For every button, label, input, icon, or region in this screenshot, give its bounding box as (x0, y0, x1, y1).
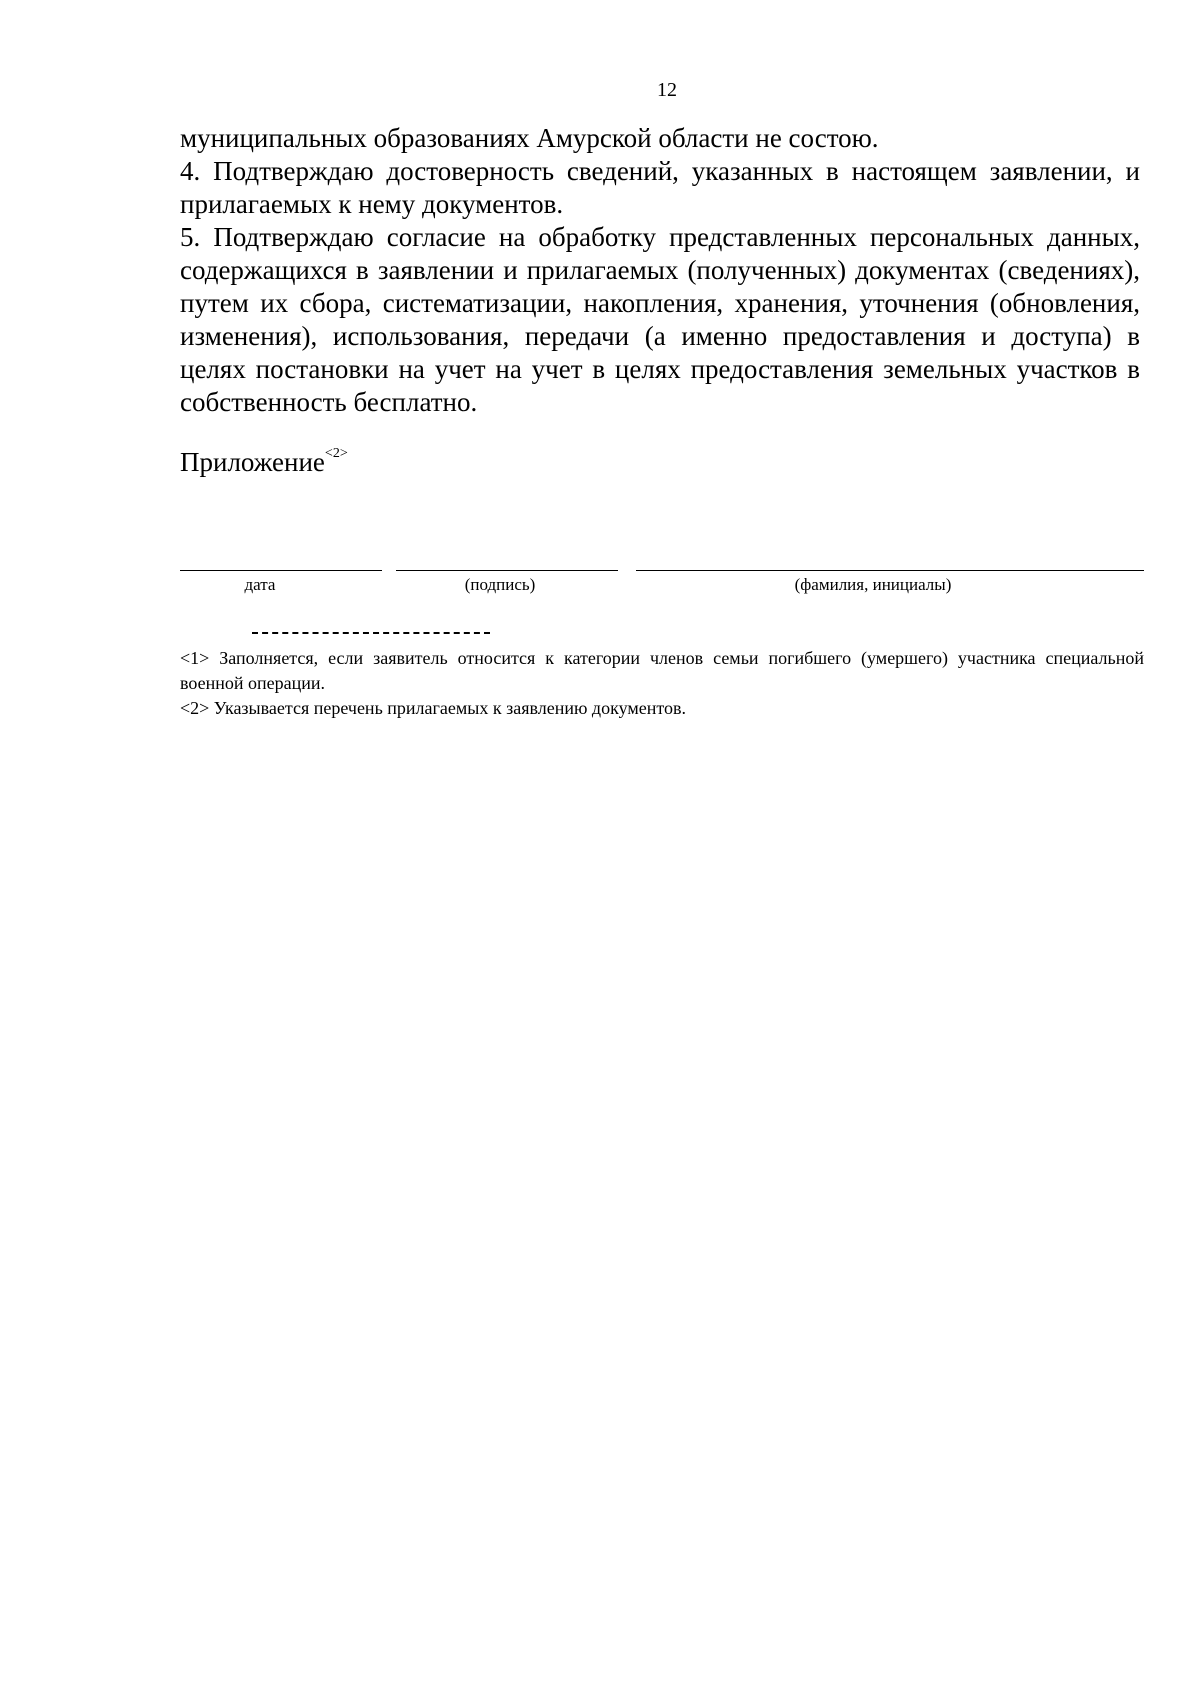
page-number: 12 (657, 79, 677, 101)
date-caption: дата (244, 575, 276, 594)
date-line (180, 570, 382, 571)
paragraph-5-data-consent: 5. Подтверждаю согласие на обработку представленных персональных данных, содержащихся в заявлении и прилагаемых (полученных) документах (сведениях), путем их сбора, систематизации, накопления, хранения, уточнения (обновления, изменения), использования, передачи (а именно предоставления и доступа) в целях постановки на учет на учет в целях предоставления земельных участков в собственность бесплатно. (180, 222, 1140, 417)
attachment-footnote-marker: <2> (324, 446, 348, 461)
footnote-1: <1> Заполняется, если заявитель относится к категории членов семьи погибшего (умершего) участника специальной военной операции. (180, 648, 1144, 693)
attachment-heading (180, 446, 348, 478)
name-caption: (фамилия, инициалы) (794, 575, 952, 594)
footnote-2: <2> Указывается перечень прилагаемых к заявлению документов. (180, 698, 686, 718)
footnote-separator (252, 632, 490, 634)
signature-caption: (подпись) (464, 575, 536, 594)
paragraph-continuation: муниципальных образованиях Амурской области не состою. (180, 123, 879, 153)
footnotes (180, 646, 1144, 721)
name-line (636, 570, 1144, 571)
signature-line (396, 570, 618, 571)
statement-body (180, 122, 1140, 419)
attachment-label: Приложение (180, 447, 325, 477)
paragraph-4-authenticity: 4. Подтверждаю достоверность сведений, указанных в настоящем заявлении, и прилагаемых к нему документов. (180, 156, 1140, 219)
